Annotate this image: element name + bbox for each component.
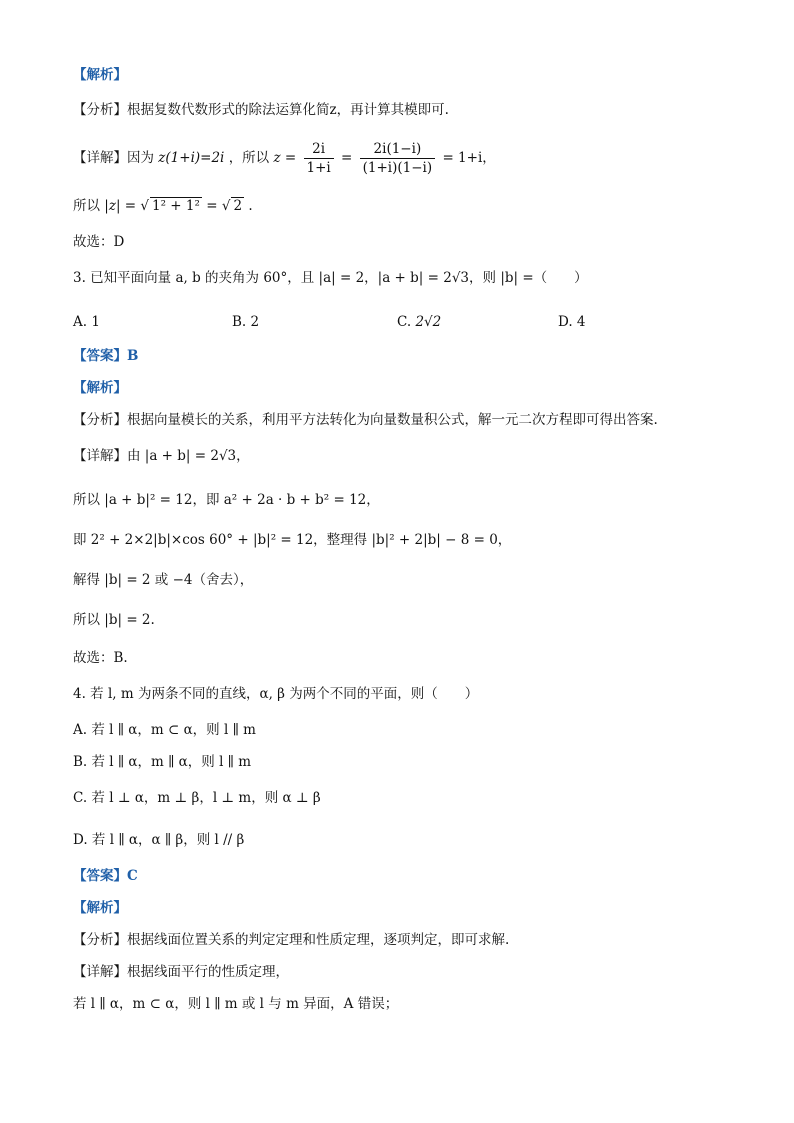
question-4-stem: 4. 若 l, m 为两条不同的直线，α, β 为两个不同的平面，则（ ） <box>73 686 479 702</box>
analysis-label: 【解析】 <box>73 67 127 83</box>
modulus-expr: |z| = <box>104 198 141 214</box>
q3-option-b: B. 2 <box>232 314 260 330</box>
detail-3-line-1: 【详解】由 |a + b| = 2√3， <box>73 448 250 464</box>
q3-option-c-value: 2√2 <box>415 314 442 330</box>
q4-option-d: D. 若 l ∥ α，α ∥ β，则 l // β <box>73 832 245 848</box>
period: . <box>248 198 253 214</box>
detail-3-line-3: 即 2² + 2×2|b|×cos 60° + |b|² = 12，整理得 |b|² + 2|b| − 8 = 0， <box>73 532 512 548</box>
detail-3-line-4: 解得 |b| = 2 或 −4（舍去）， <box>73 572 254 588</box>
q4-option-a: A. 若 l ∥ α，m ⊂ α，则 l ∥ m <box>73 722 256 738</box>
fraction-2 <box>360 140 436 177</box>
detail-equation: 【详解】因为 z(1+i)=2i ，所以 z = $\frac{2i}{1+i}$ = $\frac{2i(1-i)}{(1+i)(1-i)}$ = 1+i， <box>73 141 496 176</box>
answer-label-4: 【答案】C <box>73 868 138 884</box>
answer-label-3: 【答案】B <box>73 348 139 364</box>
question-3-stem: 3. 已知平面向量 a, b 的夹角为 60°，且 |a| = 2，|a + b| = 2√3，则 |b| =（ ） <box>73 270 588 286</box>
analysis-label-3: 【解析】 <box>73 380 127 396</box>
suoyi-prefix: 所以 <box>73 198 100 214</box>
q3-option-c-label: C. <box>397 314 416 330</box>
choice-answer-3: 故选：B. <box>73 650 128 666</box>
choice-answer: 故选：D <box>73 234 125 250</box>
analysis-text-3: 【分析】根据向量模长的关系，利用平方法转化为向量数量积公式，解一元二次方程即可得出答案. <box>73 412 658 428</box>
fraction-1-denominator: 1+i <box>306 160 331 176</box>
analysis-text-4: 【分析】根据线面位置关系的判定定理和性质定理，逐项判定，即可求解. <box>73 932 510 948</box>
q3-option-a: A. 1 <box>73 314 100 330</box>
fraction-2-denominator: (1+i)(1−i) <box>362 160 433 176</box>
detail-3-line-5: 所以 |b| = 2. <box>73 612 155 628</box>
detail-4-line-2: 若 l ∥ α，m ⊂ α，则 l ∥ m 或 l 与 m 异面，A 错误； <box>73 996 399 1012</box>
z-equals: z = <box>273 150 297 166</box>
analysis-text: 【分析】根据复数代数形式的除法运算化简z，再计算其模即可. <box>73 102 449 118</box>
detail-prefix: 【详解】因为 <box>73 150 154 166</box>
q3-option-d: D. 4 <box>558 314 586 330</box>
fraction-1-numerator: 2i <box>304 140 334 159</box>
analysis-label-4: 【解析】 <box>73 900 127 916</box>
sqrt-radicand-1: 1² + 1² <box>152 198 200 214</box>
modulus-line: 所以 |z| = √ 1² + 1² = √ 2 . <box>73 198 253 214</box>
fraction-2-numerator: 2i(1−i) <box>360 140 436 159</box>
q3-option-c <box>397 312 441 332</box>
equation-z: z(1+i)=2i <box>158 150 225 166</box>
q4-option-c: C. 若 l ⊥ α，m ⊥ β，l ⊥ m，则 α ⊥ β <box>73 790 321 806</box>
sqrt-radicand-2: 2 <box>233 198 243 214</box>
detail-tail: = 1+i， <box>442 150 496 166</box>
fraction-1 <box>304 140 334 177</box>
q4-option-b: B. 若 l ∥ α，m ∥ α，则 l ∥ m <box>73 754 252 770</box>
detail-3-line-2: 所以 |a + b|² = 12，即 a² + 2a · b + b² = 12， <box>73 492 380 508</box>
equals: = <box>206 198 222 214</box>
detail-mid: ，所以 <box>228 150 270 166</box>
detail-4-line-1: 【详解】根据线面平行的性质定理， <box>73 964 289 980</box>
